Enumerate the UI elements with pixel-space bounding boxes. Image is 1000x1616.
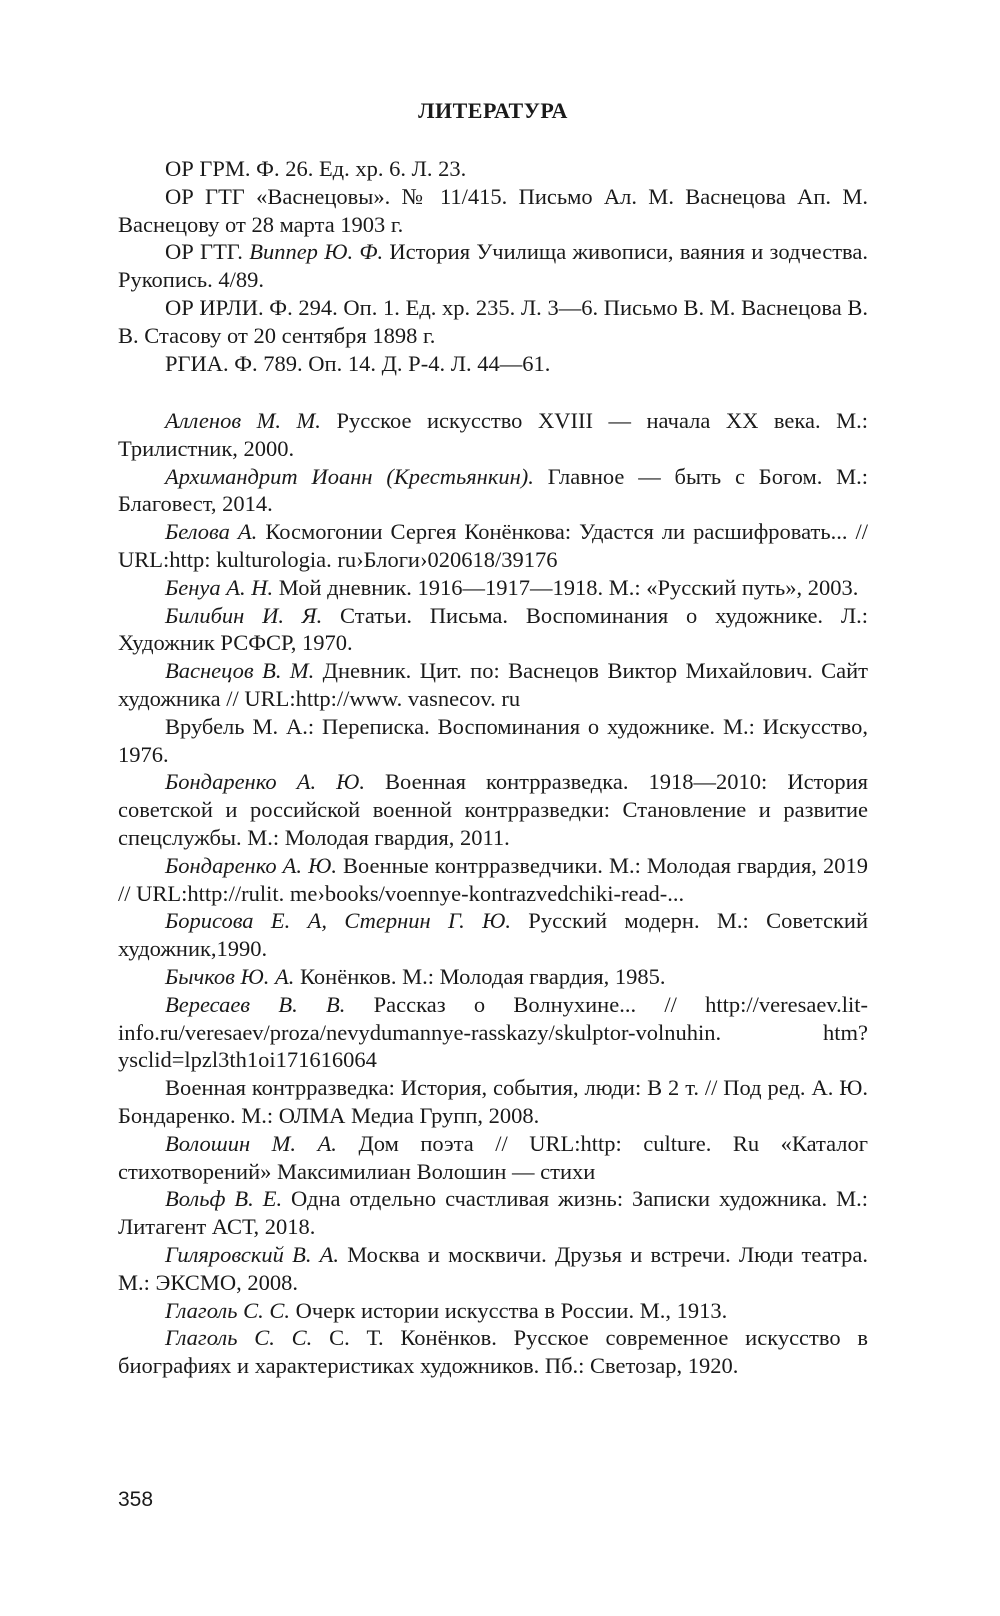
bibliography-entry: Билибин И. Я. Статьи. Письма. Воспоминания о художнике. Л.: Художник РСФСР, 1970. (118, 602, 868, 656)
entry-author: Бычков Ю. А. (165, 963, 295, 989)
entry-author: Бенуа А. Н. (165, 574, 274, 600)
entry-author: Васнецов В. М. (165, 658, 315, 684)
entry-author: Вольф В. Е. (165, 1186, 283, 1212)
entry-author: Борисова Е. А, Стернин Г. Ю. (165, 908, 511, 934)
entry-author: Волошин М. А. (165, 1130, 337, 1156)
entry-author: Вересаев В. В. (165, 991, 346, 1017)
entry-author: Архимандрит Иоанн (Крестьянкин). (165, 463, 534, 489)
bibliography-entry: Глаголь С. С. С. Т. Конёнков. Русское современное искусство в биографиях и характеристиках художников. Пб.: Светозар, 1920. (118, 1325, 868, 1379)
archive-entry: ОР ИРЛИ. Ф. 294. Оп. 1. Ед. хр. 235. Л. 3—6. Письмо В. М. Васнецова В. В. Стасову от 20 сентября 1898 г. (118, 294, 868, 348)
bibliography-list (118, 407, 868, 1380)
bibliography-entry: Бондаренко А. Ю. Военные контрразведчики. М.: Молодая гвардия, 2019 // URL:http://rulit. me›books/voennye-kontrazvedchiki-read-... (118, 852, 868, 906)
bibliography-entry: Бенуа А. Н. Мой дневник. 1916—1917—1918. М.: «Русский путь», 2003. (165, 574, 859, 600)
archive-entry: ОР ГТГ. Виппер Ю. Ф. История Училища живописи, ваяния и зодчества. Рукопись. 4/89. (118, 239, 868, 293)
bibliography-entry: Врубель М. А.: Переписка. Воспоминания о художнике. М.: Искусство, 1976. (118, 713, 868, 767)
archive-entry: ОР ГРМ. Ф. 26. Ед. хр. 6. Л. 23. (165, 156, 467, 181)
entry-author: Бондаренко А. Ю. (165, 769, 365, 795)
archive-entry: ОР ГТГ «Васнецовы». № 11/415. Письмо Ал. М. Васнецова Ап. М. Васнецову от 28 марта 1903 г. (118, 183, 868, 237)
bibliography-entry: Борисова Е. А, Стернин Г. Ю. Русский модерн. М.: Советский художник,1990. (118, 908, 868, 962)
archive-sources-list (118, 155, 868, 377)
archive-entry: РГИА. Ф. 789. Оп. 14. Д. Р-4. Л. 44—61. (165, 350, 551, 376)
bibliography-entry: Военная контрразведка: История, события, люди: В 2 т. // Под ред. А. Ю. Бондаренко. М.: ОЛМА Медиа Групп, 2008. (118, 1075, 868, 1128)
bibliography-entry: Белова А. Космогонии Сергея Конёнкова: Удастся ли расшифровать... // URL:http: kulturologia. ru›Блоги›020618/39176 (118, 519, 869, 572)
bibliography-entry: Бондаренко А. Ю. Военная контрразведка. 1918—2010: История советской и российской военной контрразведки: Становление и развитие спецслужбы. М.: Молодая гвардия, 2011. (118, 769, 868, 850)
bibliography-entry: Гиляровский В. А. Москва и москвичи. Друзья и встречи. Люди театра. М.: ЭКСМО, 2008. (118, 1241, 868, 1295)
bibliography-entry: Архимандрит Иоанн (Крестьянкин). Главное — быть с Богом. М.: Благовест, 2014. (118, 463, 869, 517)
bibliography-entry: Вересаев В. В. Рассказ о Волнухине... // http://veresaev.lit-info.ru/veresaev/proza/nevydumannye-rasskazy/skulptor-volnuhin. htm?ysclid=lpzl3th1oi171616064 (118, 991, 868, 1073)
page-number: 358 (118, 1488, 154, 1511)
entry-author: Глаголь С. С. (165, 1325, 313, 1351)
entry-author: Билибин И. Я. (165, 602, 323, 628)
bibliography-entry: Алленов М. М. Русское искусство XVIII — начала XX века. М.: Трилистник, 2000. (118, 408, 868, 461)
page-heading: ЛИТЕРАТУРА (418, 98, 568, 123)
bibliography-entry: Вольф В. Е. Одна отдельно счастливая жизнь: Записки художника. М.: Литагент АСТ, 2018. (118, 1186, 868, 1240)
bibliography-entry: Бычков Ю. А. Конёнков. М.: Молодая гвардия, 1985. (165, 963, 666, 989)
entry-author: Виппер Ю. Ф. (249, 239, 384, 265)
entry-author: Алленов М. М. (165, 408, 321, 433)
entry-author: Бондаренко А. Ю. (165, 852, 337, 878)
bibliography-entry: Волошин М. А. Дом поэта // URL:http: culture. Ru «Каталог стихотворений» Максимилиан Волошин — стихи (118, 1130, 868, 1184)
bibliography-entry: Васнецов В. М. Дневник. Цит. по: Васнецов Виктор Михайлович. Сайт художника // URL:http://www. vasnecov. ru (118, 658, 868, 711)
entry-author: Глаголь С. С. (165, 1297, 290, 1323)
bibliography-entry: Глаголь С. С. Очерк истории искусства в России. М., 1913. (165, 1297, 728, 1323)
entry-author: Гиляровский В. А. (165, 1241, 340, 1267)
entry-author: Белова А. (165, 519, 258, 545)
